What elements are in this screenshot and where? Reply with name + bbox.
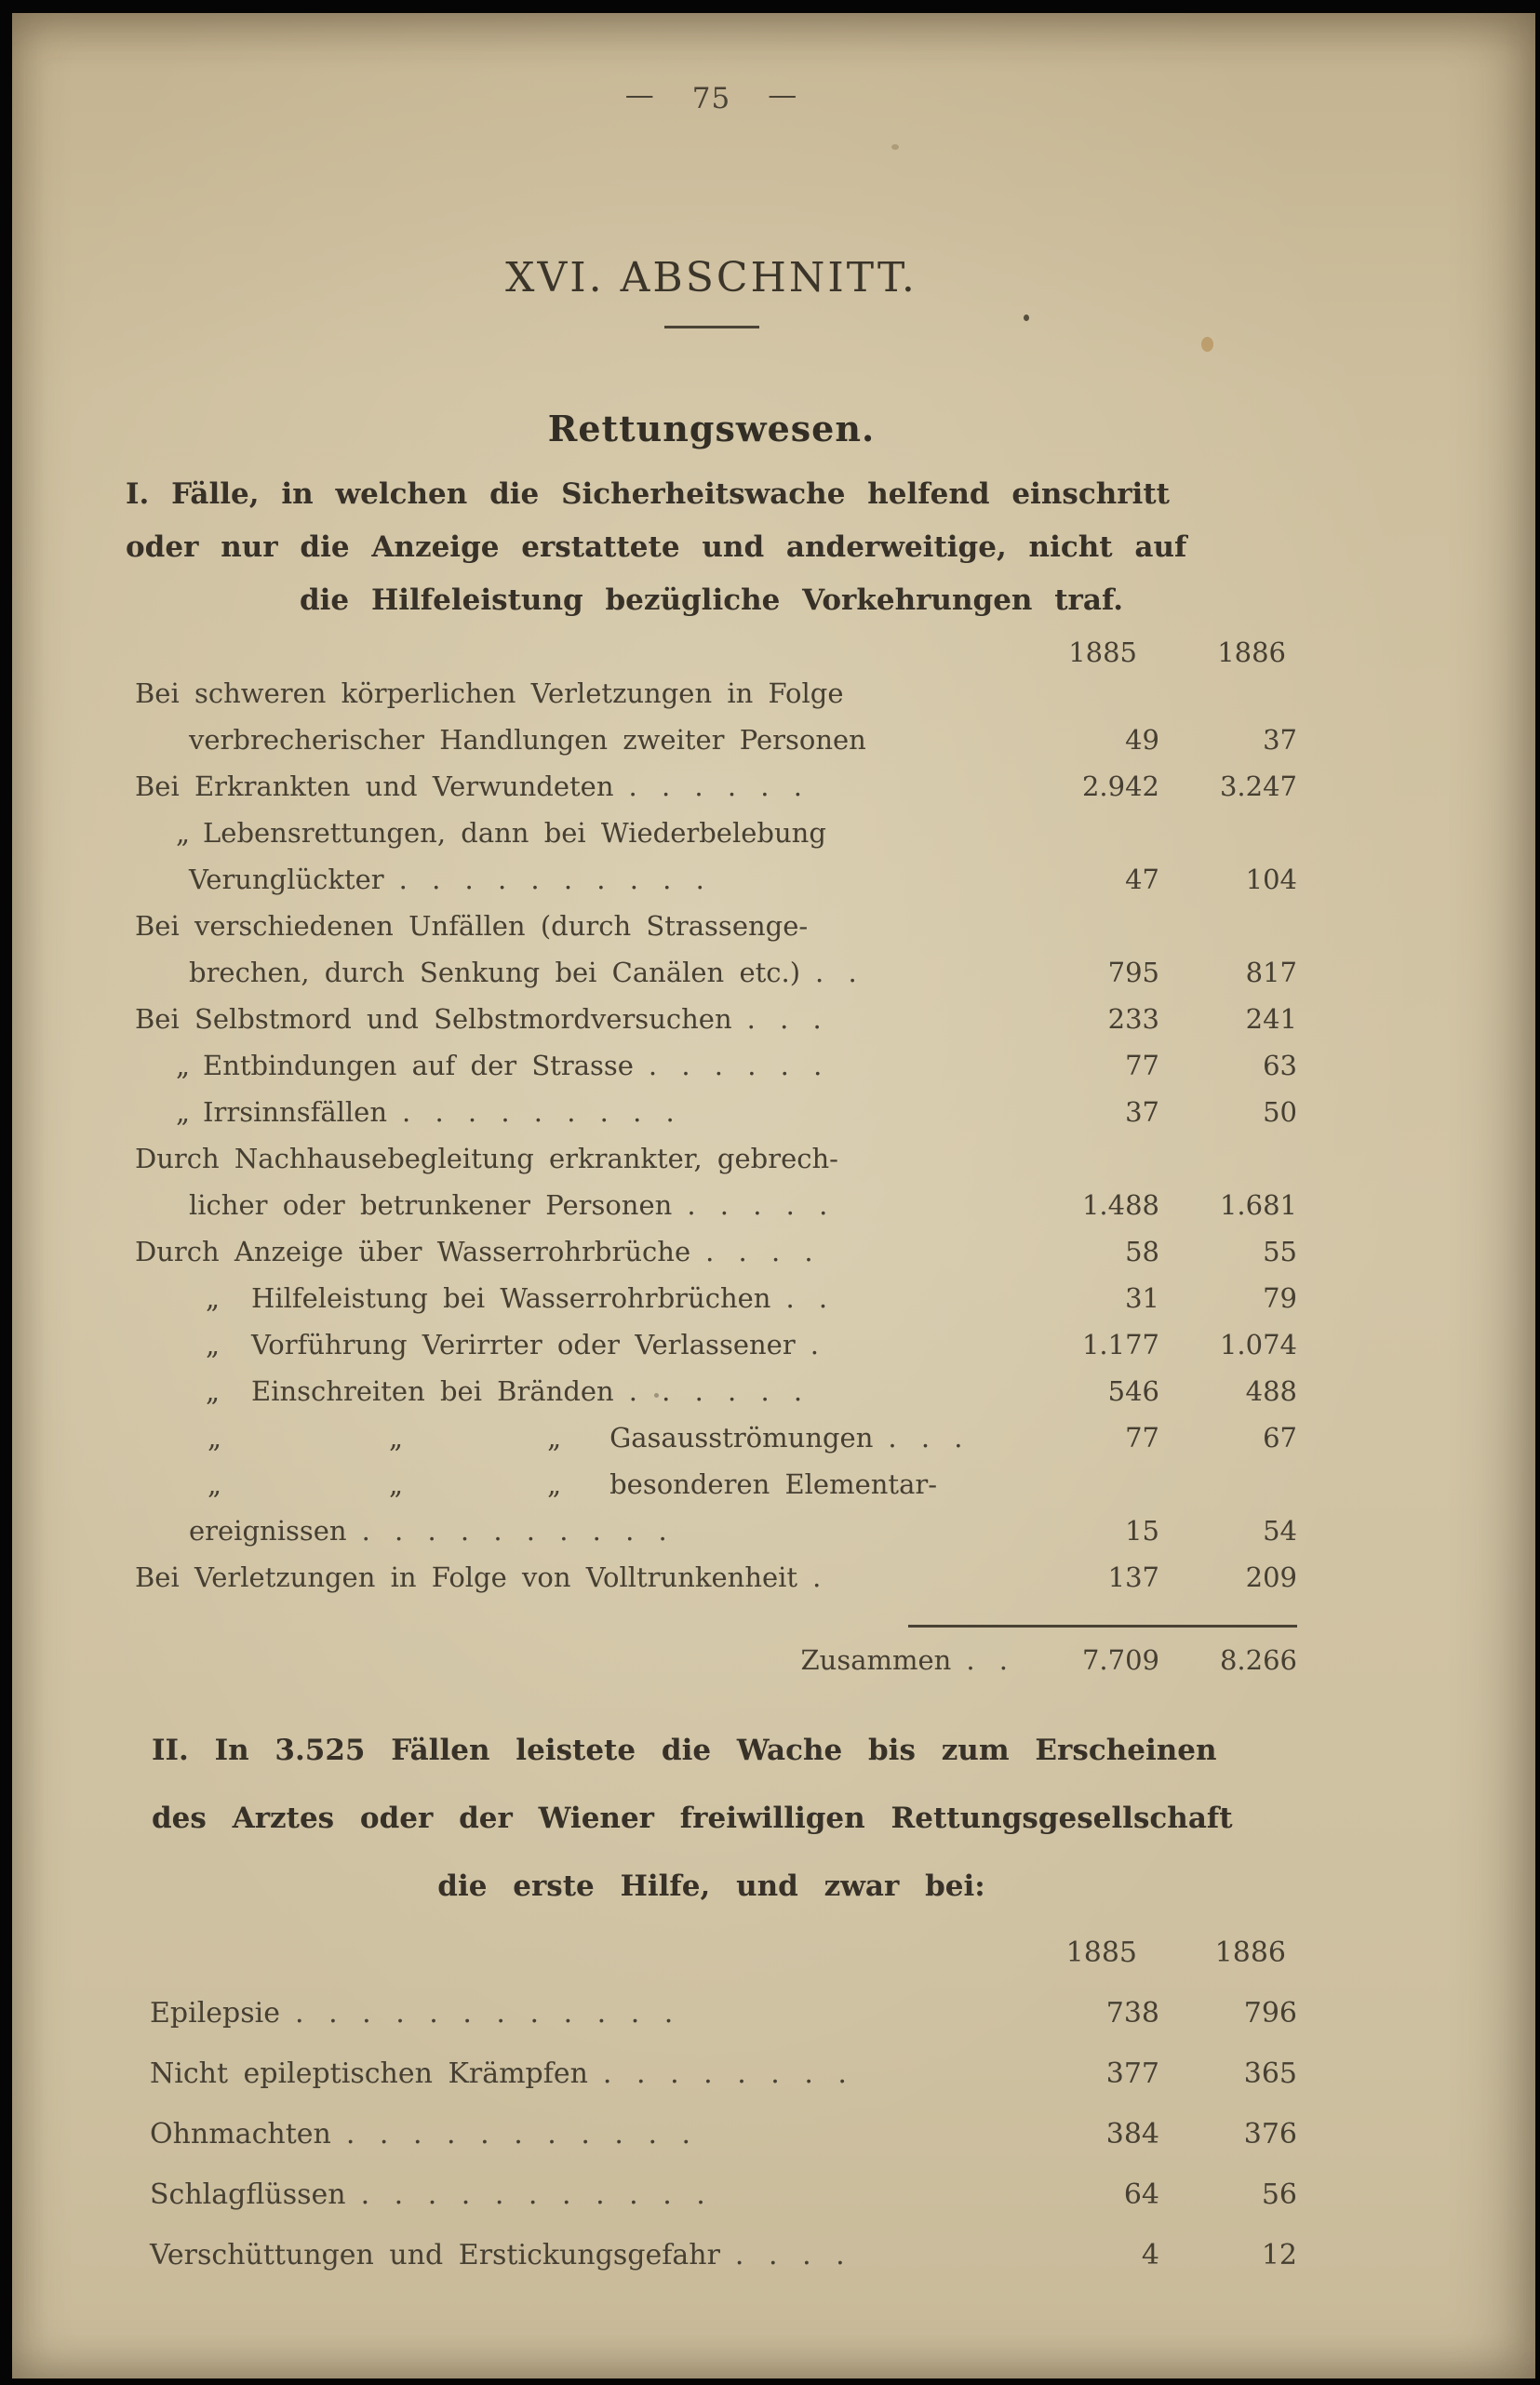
table-row [126, 856, 1297, 903]
page-number: 75 [691, 82, 731, 115]
table-row [126, 1461, 1297, 1507]
table-row [126, 1228, 1297, 1275]
value-1886: 56 [1261, 2178, 1297, 2211]
row-label: Verunglückter [189, 864, 384, 895]
paper-stain [1201, 337, 1213, 352]
table-row [126, 1368, 1297, 1414]
intro1-line1: I. Fälle, in welchen die Sicherheitswache helfend einschritt [126, 477, 1170, 511]
value-1885: 49 [1125, 724, 1159, 756]
row-label: Hilfeleistung bei Wasserrohrbrüchen [251, 1282, 771, 1314]
table-row [126, 1983, 1297, 2043]
row-label: verbrecherischer Handlungen zweiter Personen [189, 724, 866, 756]
dot-leader: . . . . . . . . . . . . [295, 1997, 678, 2030]
value-1886: 1.074 [1219, 1329, 1297, 1360]
value-1885: 64 [1123, 2178, 1159, 2211]
value-1885: 738 [1105, 1997, 1159, 2030]
dot-leader: . . [815, 957, 862, 988]
value-1886: 209 [1245, 1561, 1297, 1593]
heading-divider [664, 326, 759, 328]
table-row [126, 1554, 1297, 1601]
value-1885: 4 [1141, 2239, 1159, 2271]
table-row [126, 996, 1297, 1042]
value-1885: 31 [1125, 1282, 1159, 1314]
row-label: Bei Verletzungen in Folge von Volltrunkenheit [135, 1561, 798, 1593]
paper-speck [1024, 315, 1029, 321]
dot-leader: . [812, 1561, 826, 1593]
dot-leader: . . . . [734, 2239, 850, 2271]
dot-leader: . . . . . . [648, 1050, 827, 1081]
value-1886: 1.681 [1219, 1189, 1297, 1221]
value-1885: 1.177 [1081, 1329, 1159, 1360]
value-1885: 77 [1125, 1422, 1159, 1454]
scanned-page [12, 13, 1535, 2378]
value-1885: 77 [1125, 1050, 1159, 1081]
table-row [126, 1042, 1297, 1089]
value-1885: 47 [1125, 864, 1159, 895]
dot-leader: . . . . . . . . . . [398, 864, 709, 895]
row-label: brechen, durch Senkung bei Canälen etc.) [189, 957, 801, 988]
ditto-mark: „ [389, 1468, 404, 1500]
row-label: Durch Nachhausebegleitung erkrankter, gebrech- [135, 1143, 838, 1174]
table-row [126, 763, 1297, 810]
value-1886: 817 [1245, 957, 1297, 988]
row-label: Durch Anzeige über Wasserrohrbrüche [135, 1236, 691, 1267]
row-label: Ohnmachten [150, 2118, 331, 2151]
value-1885: 795 [1107, 957, 1159, 988]
paper-speck [891, 144, 899, 150]
value-1885: 377 [1105, 2057, 1159, 2090]
ditto-mark: „ [208, 1422, 222, 1454]
value-1886: 37 [1263, 724, 1297, 756]
sum-rule [908, 1625, 1297, 1628]
intro-paragraph-1 [126, 468, 1297, 627]
ditto-mark: „ [389, 1422, 404, 1454]
row-label: Schlagflüssen [150, 2178, 346, 2211]
year-1886-header: 1886 [1217, 636, 1286, 668]
dot-leader: . . . . [705, 1236, 818, 1267]
ditto-mark: „ [176, 1050, 191, 1081]
row-label: Bei schweren körperlichen Verletzungen in Folge [135, 677, 844, 709]
total-label: Zusammen [800, 1644, 952, 1676]
table-row [126, 2104, 1297, 2164]
value-1885: 233 [1107, 1003, 1159, 1035]
value-1885: 15 [1125, 1515, 1159, 1547]
intro-paragraph-2 [126, 1717, 1297, 1921]
value-1886: 50 [1263, 1096, 1297, 1128]
row-label: licher oder betrunkener Personen [189, 1189, 673, 1221]
ditto-mark: „ [176, 1096, 191, 1128]
ditto-mark: „ [208, 1468, 222, 1500]
table-row [126, 1182, 1297, 1228]
dot-leader: . . . . . . [628, 770, 807, 802]
section-heading: XVI. ABSCHNITT. [505, 254, 917, 301]
table-row [126, 810, 1297, 856]
table-row [126, 1135, 1297, 1182]
value-1886: 796 [1243, 1997, 1297, 2030]
value-1886: 54 [1263, 1515, 1297, 1547]
value-1886: 12 [1261, 2239, 1297, 2271]
ditto-mark: „ [206, 1329, 221, 1360]
dot-leader: . . [785, 1282, 833, 1314]
value-1886: 241 [1245, 1003, 1297, 1035]
intro1-line2: oder nur die Anzeige erstattete und anderweitige, nicht auf [126, 530, 1187, 564]
table-1 [126, 635, 1297, 1685]
intro1-line3: die Hilfeleistung bezügliche Vorkehrungen traf. [299, 583, 1124, 617]
year-1885-header: 1885 [1065, 1936, 1137, 1969]
dot-leader: . . . . . . . . [602, 2057, 851, 2090]
ditto-mark: „ [547, 1468, 562, 1500]
row-label: Entbindungen auf der Strasse [203, 1050, 634, 1081]
table-row [126, 949, 1297, 996]
row-label: Gasausströmungen [609, 1422, 874, 1454]
table-2 [126, 1923, 1297, 2285]
table-row [126, 1089, 1297, 1135]
row-label: ereignissen [189, 1515, 347, 1547]
value-1886: 488 [1245, 1375, 1297, 1407]
intro2-line2: des Arztes oder der Wiener freiwilligen Rettungsgesellschaft [152, 1802, 1233, 1835]
ditto-mark: „ [206, 1375, 221, 1407]
table-row [126, 1321, 1297, 1368]
year-header-row [126, 1923, 1297, 1983]
value-1886: 63 [1263, 1050, 1297, 1081]
value-1885: 2.942 [1081, 770, 1159, 802]
year-1885-header: 1885 [1068, 636, 1137, 668]
table-row [126, 2225, 1297, 2285]
dot-leader: . . . . . . [628, 1375, 808, 1407]
dot-leader: . . . . . . . . . . . [360, 2178, 710, 2211]
row-label: Bei verschiedenen Unfällen (durch Strassenge- [135, 910, 809, 942]
table-row [126, 1414, 1297, 1461]
table-row [126, 2043, 1297, 2104]
row-label: Epilepsie [150, 1997, 280, 2030]
value-1885: 384 [1105, 2118, 1159, 2151]
value-1886: 55 [1263, 1236, 1297, 1267]
chapter-title: Rettungswesen. [547, 408, 876, 449]
page-number-dash-left: — [624, 78, 655, 112]
dot-leader: . . . [746, 1003, 826, 1035]
dot-leader: . . . [888, 1422, 968, 1454]
row-label: Einschreiten bei Bränden [251, 1375, 614, 1407]
table-row [126, 2164, 1297, 2225]
row-label: Irrsinnsfällen [203, 1096, 388, 1128]
page-number-line [126, 13, 1297, 115]
value-1885: 137 [1107, 1561, 1159, 1593]
row-label: Vorführung Verirrter oder Verlassener [251, 1329, 796, 1360]
row-label: besonderen Elementar- [609, 1468, 938, 1500]
total-1886: 8.266 [1219, 1644, 1297, 1676]
table-row [126, 903, 1297, 949]
value-1885: 1.488 [1081, 1189, 1159, 1221]
total-1885: 7.709 [1081, 1644, 1159, 1676]
value-1886: 3.247 [1219, 770, 1297, 802]
value-1886: 104 [1245, 864, 1297, 895]
value-1885: 37 [1125, 1096, 1159, 1128]
intro2-line1: II. In 3.525 Fällen leistete die Wache bis zum Erscheinen [152, 1734, 1217, 1767]
dot-leader: . . . . . . . . . . [361, 1515, 672, 1547]
ditto-mark: „ [176, 817, 191, 849]
table-row [126, 1507, 1297, 1554]
value-1886: 365 [1243, 2057, 1297, 2090]
dot-leader: . . [966, 1644, 1012, 1676]
intro2-line3: die erste Hilfe, und zwar bei: [437, 1869, 985, 1903]
dot-leader: . [810, 1329, 824, 1360]
ditto-mark: „ [547, 1422, 562, 1454]
year-1886-header: 1886 [1214, 1936, 1286, 1969]
row-label: Nicht epileptischen Krämpfen [150, 2057, 588, 2090]
row-label: Bei Selbstmord und Selbstmordversuchen [135, 1003, 732, 1035]
value-1886: 79 [1263, 1282, 1297, 1314]
table-row [126, 717, 1297, 763]
dot-leader: . . . . . . . . . . . [345, 2118, 696, 2151]
row-label: Lebensrettungen, dann bei Wiederbelebung [203, 817, 826, 849]
table-row [126, 1275, 1297, 1321]
ditto-mark: „ [206, 1282, 221, 1314]
value-1885: 58 [1125, 1236, 1159, 1267]
table-row [126, 670, 1297, 717]
value-1885: 546 [1107, 1375, 1159, 1407]
value-1886: 376 [1243, 2118, 1297, 2151]
year-header-row [126, 635, 1297, 670]
dot-leader: . . . . . [687, 1189, 833, 1221]
page-number-dash-right: — [768, 78, 798, 112]
row-label: Verschüttungen und Erstickungsgefahr [150, 2239, 720, 2271]
dot-leader: . . . . . . . . . [402, 1096, 679, 1128]
value-1886: 67 [1263, 1422, 1297, 1454]
row-label: Bei Erkrankten und Verwundeten [135, 770, 614, 802]
paper-speck [654, 1393, 659, 1398]
total-row [126, 1635, 1297, 1685]
